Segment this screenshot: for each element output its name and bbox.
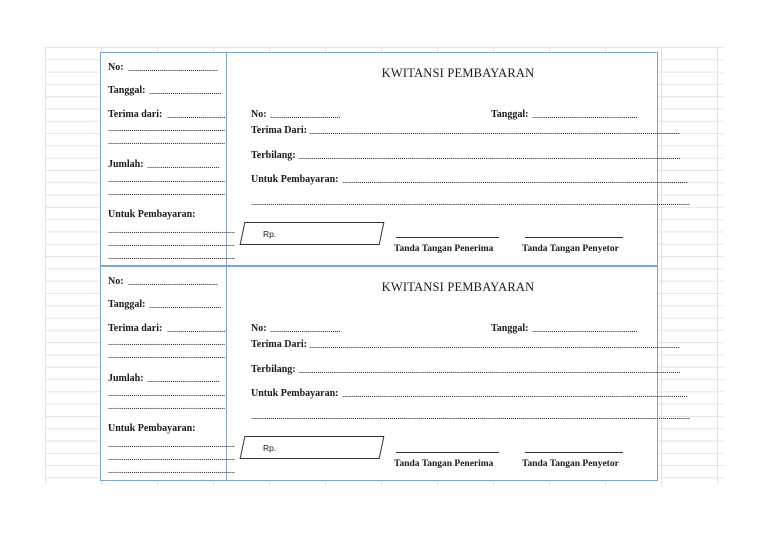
stub-tanggal-field[interactable]: ..................................... xyxy=(149,86,222,96)
signature-receiver-label: Tanda Tangan Penerima xyxy=(394,244,494,254)
tanggal-label: Tanggal: xyxy=(491,109,529,120)
terima-dari-label: Terima Dari: xyxy=(251,125,308,136)
stub-untuk-pembayaran-field-3[interactable]: ................................................................. xyxy=(108,465,235,475)
receipt-title: KWITANSI PEMBAYARAN xyxy=(381,66,535,80)
tanggal-field[interactable]: ...................................................... xyxy=(532,324,638,334)
untuk-pembayaran-field[interactable]: ................................................................................................................................................................................. xyxy=(342,389,688,399)
stub-jumlah-label: Jumlah: xyxy=(108,159,144,170)
stub-no-label: No: xyxy=(108,276,124,287)
receipt-2 xyxy=(100,266,690,481)
receipt-1 xyxy=(100,52,690,266)
terima-dari-field[interactable]: .............................................................................................................................................................................................. xyxy=(309,340,680,350)
stub-untuk-pembayaran-field[interactable]: ................................................................. xyxy=(108,225,235,235)
untuk-pembayaran-field[interactable]: ................................................................................................................................................................................. xyxy=(342,175,688,185)
stub-no-label: No: xyxy=(108,62,124,73)
amount-box[interactable] xyxy=(240,436,385,459)
stub-terima-dari-field[interactable]: .............................. xyxy=(167,110,226,120)
stub-terima-dari-field-3[interactable]: ............................................................ xyxy=(108,136,226,146)
stub-terima-dari-label: Terima dari: xyxy=(108,323,163,334)
receipt-title: KWITANSI PEMBAYARAN xyxy=(381,280,535,294)
rp-label: Rp. xyxy=(263,443,277,453)
stub-jumlah-field[interactable]: ..................................... xyxy=(147,374,220,384)
stub-tanggal-label: Tanggal: xyxy=(108,299,146,310)
terima-dari-field[interactable]: .............................................................................................................................................................................................. xyxy=(309,126,680,136)
terbilang-label: Terbilang: xyxy=(251,364,296,375)
stub-untuk-pembayaran-field-3[interactable]: ................................................................. xyxy=(108,251,235,261)
no-label: No: xyxy=(251,323,267,334)
stub-jumlah-field-3[interactable]: ............................................................ xyxy=(108,187,226,197)
terbilang-label: Terbilang: xyxy=(251,150,296,161)
signature-line-receiver xyxy=(396,452,499,453)
stub-untuk-pembayaran-field-2[interactable]: ................................................................. xyxy=(108,238,235,248)
rp-label: Rp. xyxy=(263,229,277,239)
amount-box[interactable] xyxy=(240,222,385,245)
signature-receiver-label: Tanda Tangan Penerima xyxy=(394,459,494,469)
untuk-pembayaran-field-2[interactable]: ................................................................................................................................................................................................................................. xyxy=(251,411,690,421)
terbilang-field[interactable]: .................................................................................................................................................................................................... xyxy=(298,151,681,161)
stub-terima-dari-field-2[interactable]: ............................................................ xyxy=(108,337,226,347)
stub-terima-dari-field[interactable]: .............................. xyxy=(167,324,226,334)
stub-jumlah-field[interactable]: ..................................... xyxy=(147,160,220,170)
stub-untuk-pembayaran-field-2[interactable]: ................................................................. xyxy=(108,452,235,462)
stub-no-field[interactable]: .............................................. xyxy=(128,63,218,73)
stub-terima-dari-field-3[interactable]: ............................................................ xyxy=(108,350,226,360)
untuk-pembayaran-field-2[interactable]: ................................................................................................................................................................................................................................. xyxy=(251,197,690,207)
no-field[interactable]: .................................... xyxy=(270,324,341,334)
receipt-stub xyxy=(101,267,235,480)
stub-untuk-pembayaran-label: Untuk Pembayaran: xyxy=(108,209,196,220)
untuk-pembayaran-label: Untuk Pembayaran: xyxy=(251,174,339,185)
terima-dari-label: Terima Dari: xyxy=(251,339,308,350)
stub-jumlah-field-2[interactable]: ............................................................ xyxy=(108,388,226,398)
tanggal-label: Tanggal: xyxy=(491,323,529,334)
stub-untuk-pembayaran-field[interactable]: ................................................................. xyxy=(108,439,235,449)
untuk-pembayaran-label: Untuk Pembayaran: xyxy=(251,388,339,399)
terbilang-field[interactable]: .................................................................................................................................................................................................... xyxy=(298,365,681,375)
signature-line-depositor xyxy=(525,237,623,238)
no-label: No: xyxy=(251,109,267,120)
stub-tanggal-field[interactable]: ..................................... xyxy=(149,300,222,310)
stub-terima-dari-label: Terima dari: xyxy=(108,109,163,120)
signature-line-depositor xyxy=(525,452,623,453)
tanggal-field[interactable]: ...................................................... xyxy=(532,110,638,120)
stub-tanggal-label: Tanggal: xyxy=(108,85,146,96)
signature-depositor-label: Tanda Tangan Penyetor xyxy=(522,459,619,469)
stub-terima-dari-field-2[interactable]: ............................................................ xyxy=(108,123,226,133)
stub-jumlah-label: Jumlah: xyxy=(108,373,144,384)
stub-no-field[interactable]: .............................................. xyxy=(128,277,218,287)
stub-jumlah-field-2[interactable]: ............................................................ xyxy=(108,174,226,184)
receipt-stub xyxy=(101,53,235,265)
stub-jumlah-field-3[interactable]: ............................................................ xyxy=(108,401,226,411)
signature-depositor-label: Tanda Tangan Penyetor xyxy=(522,244,619,254)
no-field[interactable]: .................................... xyxy=(270,110,341,120)
signature-line-receiver xyxy=(396,237,499,238)
stub-untuk-pembayaran-label: Untuk Pembayaran: xyxy=(108,423,196,434)
